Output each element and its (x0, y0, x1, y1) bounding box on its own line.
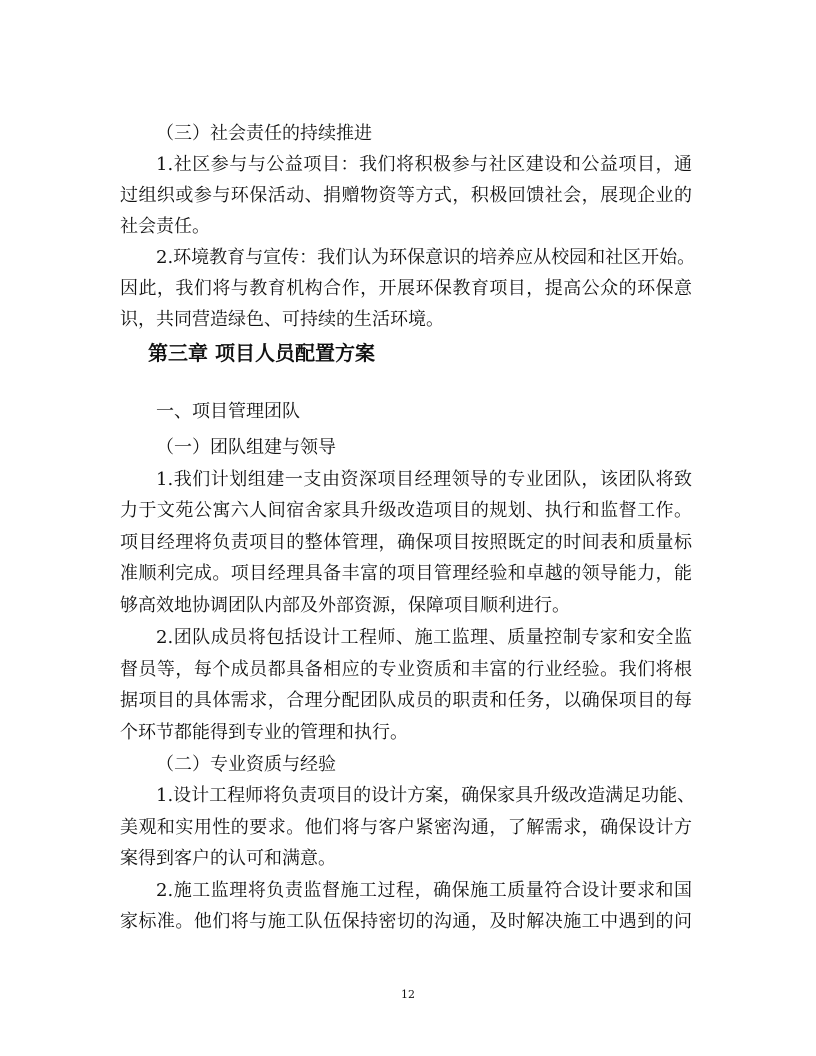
text-line: 个环节都能得到专业的管理和执行。 (120, 722, 408, 743)
text-line: 准顺利完成。项目经理具备丰富的项目管理经验和卓越的领导能力，能 (120, 563, 692, 584)
text-line: （一）团队组建与领导 (156, 437, 336, 458)
text-line: （三）社会责任的持续推进 (156, 123, 372, 144)
text-line: 2.团队成员将包括设计工程师、施工监理、质量控制专家和安全监 (156, 627, 692, 648)
chapter-heading: 第三章 项目人员配置方案 (148, 341, 375, 365)
text-line: 一、项目管理团队 (156, 401, 300, 422)
text-line: 社会责任。 (120, 216, 210, 237)
text-line: 督员等，每个成员都具备相应的专业资质和丰富的行业经验。我们将根 (120, 659, 692, 680)
text-line: 美观和实用性的要求。他们将与客户紧密沟通，了解需求，确保设计方 (120, 817, 692, 838)
text-line: 够高效地协调团队内部及外部资源，保障项目顺利进行。 (120, 595, 570, 616)
text-line: 过组织或参与环保活动、捐赠物资等方式，积极回馈社会，展现企业的 (120, 185, 692, 206)
text-line: 2.施工监理将负责监督施工过程，确保施工质量符合设计要求和国 (156, 880, 692, 901)
text-line: 识，共同营造绿色、可持续的生活环境。 (120, 309, 444, 330)
text-line: 1.社区参与与公益项目：我们将积极参与社区建设和公益项目，通 (156, 154, 692, 175)
text-line: （二）专业资质与经验 (156, 754, 336, 775)
text-line: 家标准。他们将与施工队伍保持密切的沟通，及时解决施工中遇到的问 (120, 911, 692, 932)
text-line: 因此，我们将与教育机构合作，开展环保教育项目，提高公众的环保意 (120, 278, 692, 299)
page-number: 12 (401, 988, 415, 1001)
text-line: 2.环境教育与宣传：我们认为环保意识的培养应从校园和社区开始。 (156, 247, 696, 268)
text-line: 项目经理将负责项目的整体管理，确保项目按照既定的时间表和质量标 (120, 532, 692, 553)
text-line: 1.设计工程师将负责项目的设计方案，确保家具升级改造满足功能、 (156, 785, 696, 806)
text-line: 1.我们计划组建一支由资深项目经理领导的专业团队，该团队将致 (156, 469, 692, 490)
text-line: 据项目的具体需求，合理分配团队成员的职责和任务，以确保项目的每 (120, 690, 692, 711)
text-line: 力于文苑公寓六人间宿舍家具升级改造项目的规划、执行和监督工作。 (120, 500, 692, 521)
text-line: 案得到客户的认可和满意。 (120, 848, 336, 869)
